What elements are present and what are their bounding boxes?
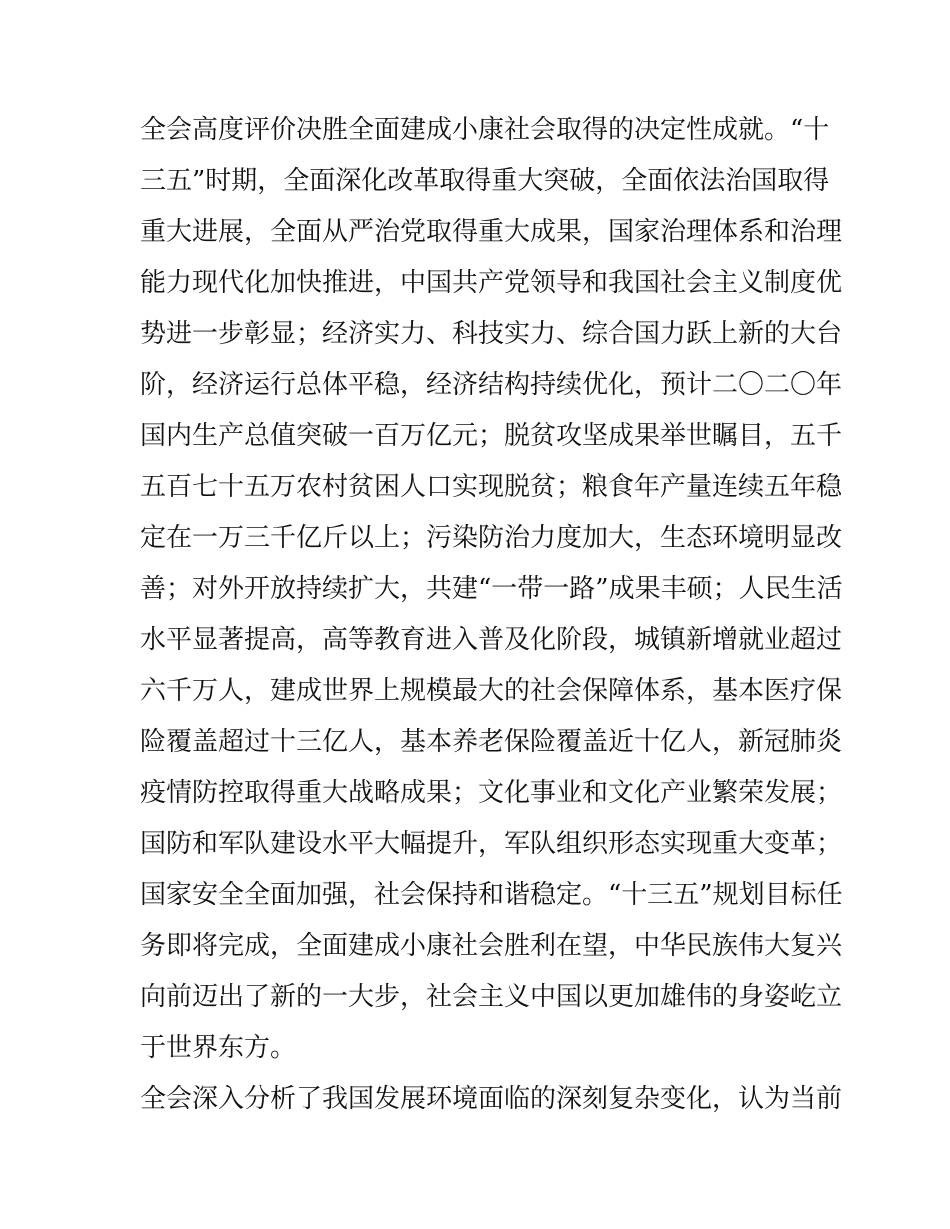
text-line: 势进一步彰显；经济实力、科技实力、综合国力跃上新的大台	[140, 319, 843, 349]
text-line: 国内生产总值突破一百万亿元；脱贫攻坚成果举世瞩目，五千	[140, 421, 843, 451]
text-line: 水平显著提高，高等教育进入普及化阶段，城镇新增就业超过	[140, 625, 843, 655]
text-line: 国防和军队建设水平大幅提升，军队组织形态实现重大变革；	[140, 829, 843, 859]
text-line: 全会深入分析了我国发展环境面临的深刻复杂变化，认为当前	[140, 1084, 843, 1114]
text-line: 险覆盖超过十三亿人，基本养老保险覆盖近十亿人，新冠肺炎	[140, 727, 843, 757]
text-line: 务即将完成，全面建成小康社会胜利在望，中华民族伟大复兴	[140, 931, 843, 961]
text-line: 国家安全全面加强，社会保持和谐稳定。“十三五”规划目标任	[140, 880, 843, 910]
text-line: 定在一万三千亿斤以上；污染防治力度加大，生态环境明显改	[140, 523, 843, 553]
text-line: 向前迈出了新的一大步，社会主义中国以更加雄伟的身姿屹立	[140, 982, 843, 1012]
paragraph-2	[140, 1074, 843, 1125]
text-line: 疫情防控取得重大战略成果；文化事业和文化产业繁荣发展；	[140, 778, 843, 808]
body-text	[140, 105, 843, 1125]
text-line: 三五”时期，全面深化改革取得重大突破，全面依法治国取得	[140, 166, 830, 196]
text-line: 五百七十五万农村贫困人口实现脱贫；粮食年产量连续五年稳	[140, 472, 843, 502]
text-line: 能力现代化加快推进，中国共产党领导和我国社会主义制度优	[140, 268, 843, 298]
text-line: 善；对外开放持续扩大，共建“一带一路”成果丰硕；人民生活	[140, 574, 843, 604]
text-line: 重大进展，全面从严治党取得重大成果，国家治理体系和治理	[140, 217, 843, 247]
text-line: 六千万人，建成世界上规模最大的社会保障体系，基本医疗保	[140, 676, 843, 706]
paragraph-1	[140, 105, 843, 1074]
text-line: 于世界东方。	[140, 1033, 297, 1063]
text-line: 阶，经济运行总体平稳，经济结构持续优化，预计二〇二〇年	[140, 370, 843, 400]
text-line: 全会高度评价决胜全面建成小康社会取得的决定性成就。“十	[140, 115, 830, 145]
